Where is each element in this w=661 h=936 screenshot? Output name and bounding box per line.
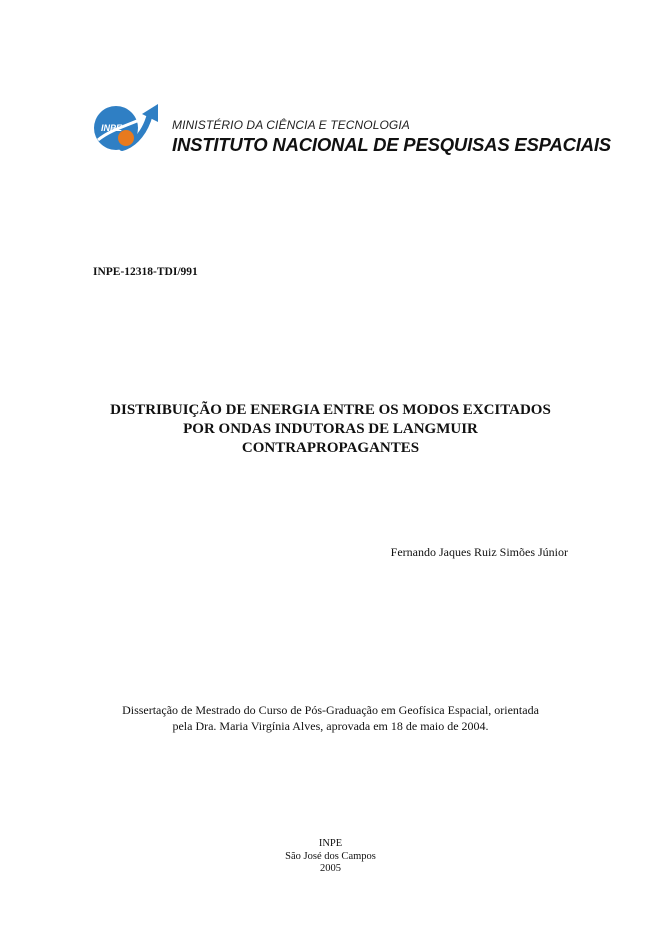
author-name: Fernando Jaques Ruiz Simões Júnior — [390, 545, 568, 559]
logo-text: INPE — [101, 123, 123, 133]
dissertation-note — [60, 702, 601, 734]
document-title — [60, 401, 601, 458]
title-line: DISTRIBUIÇÃO DE ENERGIA ENTRE OS MODOS EXCITADOS — [110, 402, 551, 418]
title-line: CONTRAPROPAGANTES — [241, 440, 420, 456]
inpe-logo-icon — [92, 100, 164, 160]
footer-city: São José dos Campos — [285, 850, 376, 862]
footer-publisher: INPE — [318, 838, 343, 849]
dissertation-line: Dissertação de Mestrado do Curso de Pós-Graduação em Geofísica Espacial, orientada — [122, 703, 539, 717]
footer-year: 2005 — [320, 863, 341, 874]
report-number: INPE-12318-TDI/991 — [93, 266, 198, 278]
institution-header — [92, 100, 611, 162]
dissertation-line: pela Dra. Maria Virgínia Alves, aprovada em 18 de maio de 2004. — [172, 719, 489, 733]
ministry-name: MINISTÉRIO DA CIÊNCIA E TECNOLOGIA — [172, 118, 410, 132]
title-line: POR ONDAS INDUTORAS DE LANGMUIR — [183, 421, 478, 437]
publication-footer — [230, 838, 431, 876]
institute-name: INSTITUTO NACIONAL DE PESQUISAS ESPACIAIS — [172, 134, 611, 155]
